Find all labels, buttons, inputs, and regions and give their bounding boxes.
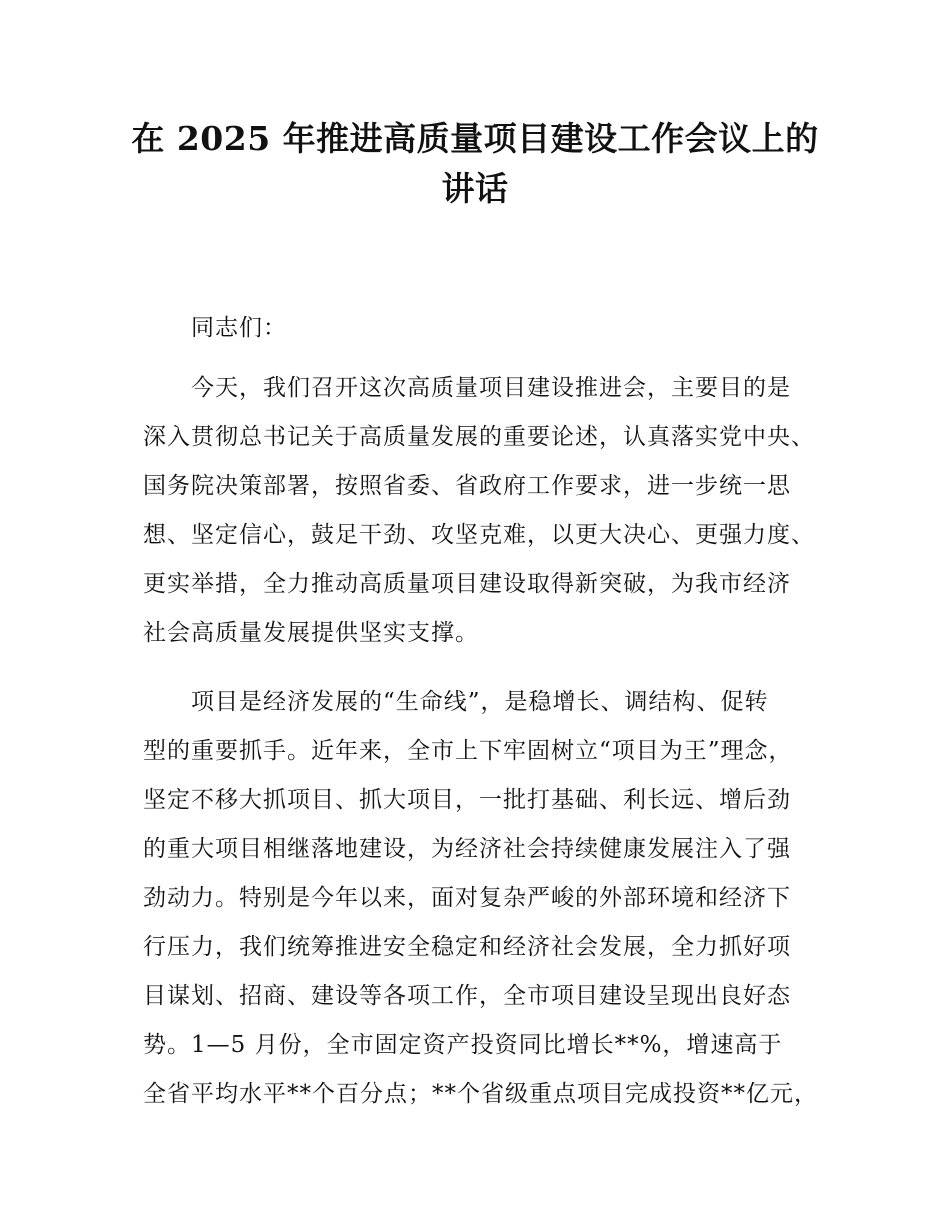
paragraph-line: 更实举措，全力推动高质量项目建设取得新突破，为我市经济 [143, 571, 791, 597]
paragraph-line: 行压力，我们统筹推进安全稳定和经济社会发展，全力抓好项 [143, 934, 791, 960]
paragraph-line: 项目是经济发展的“生命线”，是稳增长、调结构、促转 [191, 689, 769, 715]
title-line: 讲话 [441, 169, 509, 208]
paragraph-line: 全省平均水平**个百分点；**个省级重点项目完成投资**亿元， [143, 1081, 818, 1107]
paragraph-line: 的重大项目相继落地建设，为经济社会持续健康发展注入了强 [143, 836, 791, 862]
paragraph-line: 深入贯彻总书记关于高质量发展的重要论述，认真落实党中央、 [143, 424, 815, 450]
paragraph-line: 劲动力。特别是今年以来，面对复杂严峻的外部环境和经济下 [143, 885, 791, 911]
paragraph-line: 型的重要抓手。近年来，全市上下牢固树立“项目为王”理念， [143, 738, 793, 764]
paragraph-line: 今天，我们召开这次高质量项目建设推进会，主要目的是 [191, 375, 791, 401]
paragraph-line: 目谋划、招商、建设等各项工作，全市项目建设呈现出良好态 [143, 983, 791, 1009]
paragraph-line: 国务院决策部署，按照省委、省政府工作要求，进一步统一思 [143, 473, 791, 499]
paragraph-2 [143, 678, 818, 1119]
title-line: 在 2025 年推进高质量项目建设工作会议上的 [131, 119, 819, 158]
salutation-text: 同志们： [191, 315, 287, 341]
salutation [143, 304, 818, 353]
paragraph-line: 坚定不移大抓项目、抓大项目，一批打基础、利长远、增后劲 [143, 787, 791, 813]
paragraph-1 [143, 364, 818, 658]
paragraph-line: 社会高质量发展提供坚实支撑。 [143, 620, 479, 646]
paragraph-line: 想、坚定信心，鼓足干劲、攻坚克难，以更大决心、更强力度、 [143, 522, 815, 548]
page-title [120, 114, 830, 214]
paragraph-line: 势。1—5 月份，全市固定资产投资同比增长**%，增速高于 [143, 1032, 783, 1058]
